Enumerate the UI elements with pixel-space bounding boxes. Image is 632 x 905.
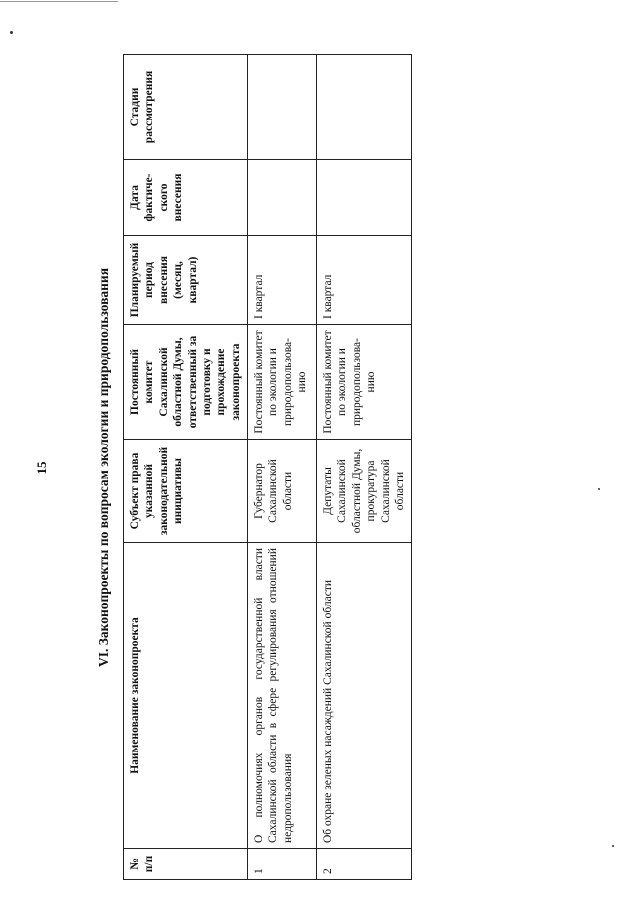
table-row	[248, 55, 317, 880]
cell-review-stage	[248, 55, 317, 160]
rotated-page-content	[90, 55, 410, 880]
cell-actual-date	[248, 160, 317, 236]
cell-actual-date	[317, 160, 412, 236]
cell-initiative-subject: Депутаты Сахалинской областной Думы, прокуратура Сахалинской области	[317, 440, 412, 543]
header-review-stage: Стадии рассмотрения	[124, 55, 248, 160]
cell-number: 2	[317, 849, 412, 880]
cell-committee: Постоянный комитет по экологии и природопользова-нию	[317, 325, 412, 440]
scan-speck	[10, 31, 13, 34]
scan-speck	[612, 845, 614, 847]
header-planned-period: Планируемый период внесения (месяц, квартал)	[124, 236, 248, 325]
table-header-row	[124, 55, 248, 880]
section-title: VI. Законопроекты по вопросам экологии и природопользования	[96, 268, 111, 668]
header-actual-date: Дата фактиче-ского внесения	[124, 160, 248, 236]
table-row	[317, 55, 412, 880]
scan-artifact-line	[0, 1, 118, 2]
cell-committee: Постоянный комитет по экологии и природопользова-нию	[248, 325, 317, 440]
header-initiative-subject: Субъект права указанной законодательной инициативы	[124, 440, 248, 543]
cell-initiative-subject: Губернатор Сахалинской области	[248, 440, 317, 543]
header-committee: Постоянный комитет Сахалинской областной Думы, ответственный за подготовку и прохождение законопроекта	[124, 325, 248, 440]
page-number: 15	[34, 461, 49, 475]
cell-review-stage	[317, 55, 412, 160]
scan-speck	[598, 488, 600, 490]
cell-number: 1	[248, 849, 317, 880]
bills-table	[123, 54, 412, 880]
cell-bill-name: О полномочиях органов государственной власти Сахалинской области в сфере регулирования отношений недропользования	[248, 543, 317, 849]
header-bill-name: Наименование законопроекта	[124, 543, 248, 849]
cell-planned-period: I квартал	[248, 236, 317, 325]
cell-planned-period: I квартал	[317, 236, 412, 325]
cell-bill-name: Об охране зеленых насаждений Сахалинской области	[317, 543, 412, 849]
header-number: № п/п	[124, 849, 248, 880]
